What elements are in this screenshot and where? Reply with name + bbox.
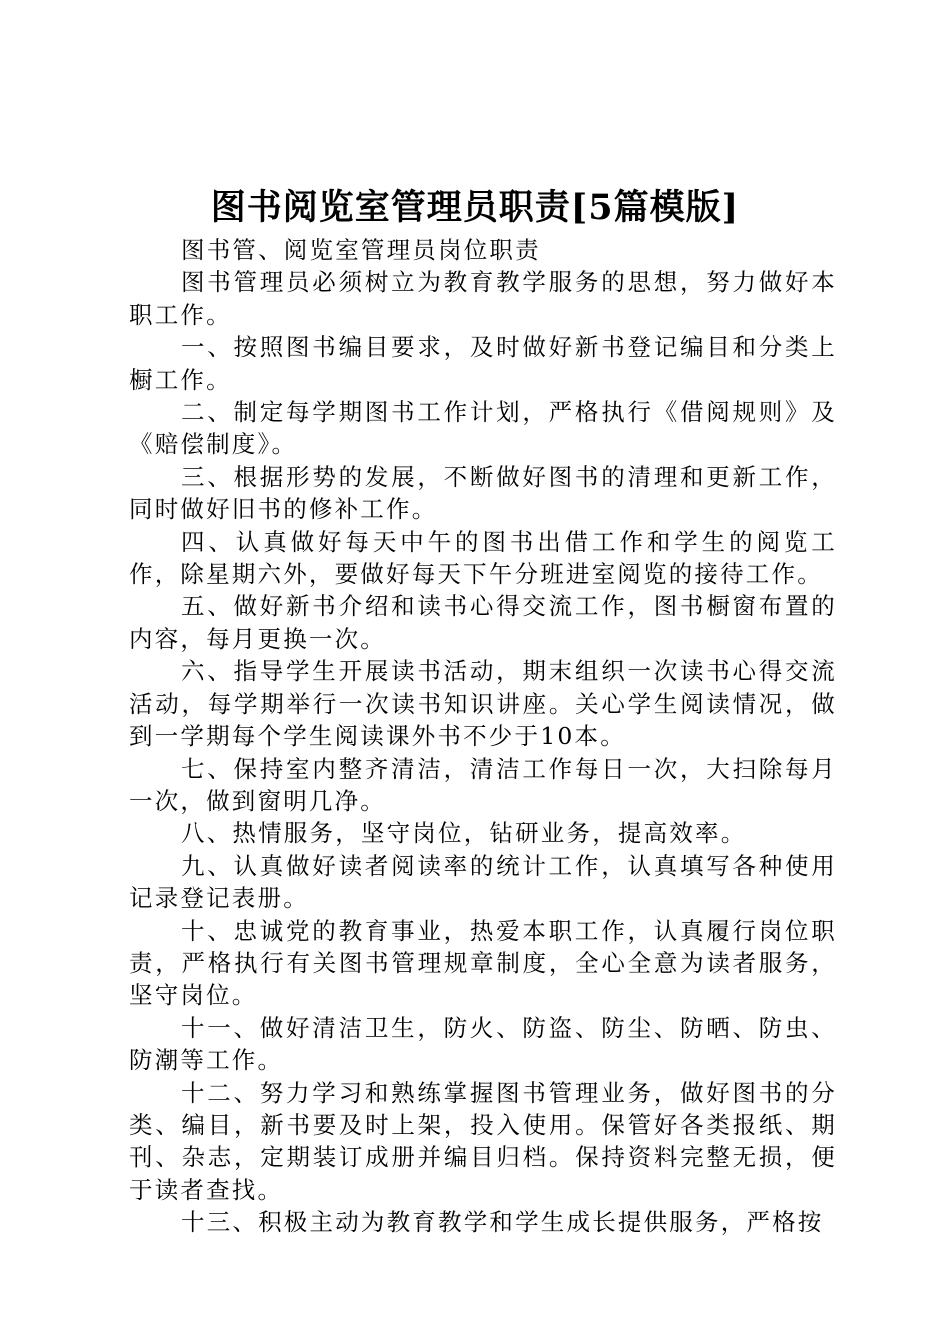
paragraph: 八、热情服务，坚守岗位，钻研业务，提高效率。 xyxy=(181,819,747,848)
paragraph: 十一、做好清洁卫生，防火、防盗、防尘、防晒、防虫、防潮等工作。 xyxy=(129,1013,837,1075)
paragraph: 图书管、阅览室管理员岗位职责 xyxy=(181,236,541,264)
paragraph: 九、认真做好读者阅读率的统计工作，认真填写各种使用记录登记表册。 xyxy=(129,851,837,913)
paragraph: 六、指导学生开展读书活动，期末组织一次读书心得交流活动，每学期举行一次读书知识讲座。关心学生阅读情况，做到一学期每个学生阅读课外书不少于10本。 xyxy=(129,657,837,751)
paragraph: 十三、积极主动为教育教学和学生成长提供服务，严格按 xyxy=(181,1208,824,1237)
document-body xyxy=(129,234,837,1239)
paragraph: 五、做好新书介绍和读书心得交流工作，图书橱窗布置的内容，每月更换一次。 xyxy=(129,592,837,653)
paragraph: 十、忠诚党的教育事业，热爱本职工作，认真履行岗位职责，严格执行有关图书管理规章制度，全心全意为读者服务，坚守岗位。 xyxy=(129,916,837,1010)
paragraph: 四、认真做好每天中午的图书出借工作和学生的阅览工作，除星期六外，要做好每天下午分班进室阅览的接待工作。 xyxy=(129,527,837,589)
paragraph: 三、根据形势的发展，不断做好图书的清理和更新工作，同时做好旧书的修补工作。 xyxy=(129,462,837,524)
document-title: 图书阅览室管理员职责[5篇模版] xyxy=(210,187,740,228)
paragraph: 十二、努力学习和熟练掌握图书管理业务，做好图书的分类、编目，新书要及时上架，投入使用。保管好各类报纸、期刊、杂志，定期装订成册并编目归档。保持资料完整无损，便于读者查找。 xyxy=(129,1078,837,1204)
paragraph: 一、按照图书编目要求，及时做好新书登记编目和分类上橱工作。 xyxy=(129,333,837,394)
paragraph: 七、保持室内整齐清洁，清洁工作每日一次，大扫除每月一次，做到窗明几净。 xyxy=(129,754,837,815)
paragraph: 二、制定每学期图书工作计划，严格执行《借阅规则》及《赔偿制度》。 xyxy=(129,398,837,459)
paragraph: 图书管理员必须树立为教育教学服务的思想，努力做好本职工作。 xyxy=(129,268,837,329)
